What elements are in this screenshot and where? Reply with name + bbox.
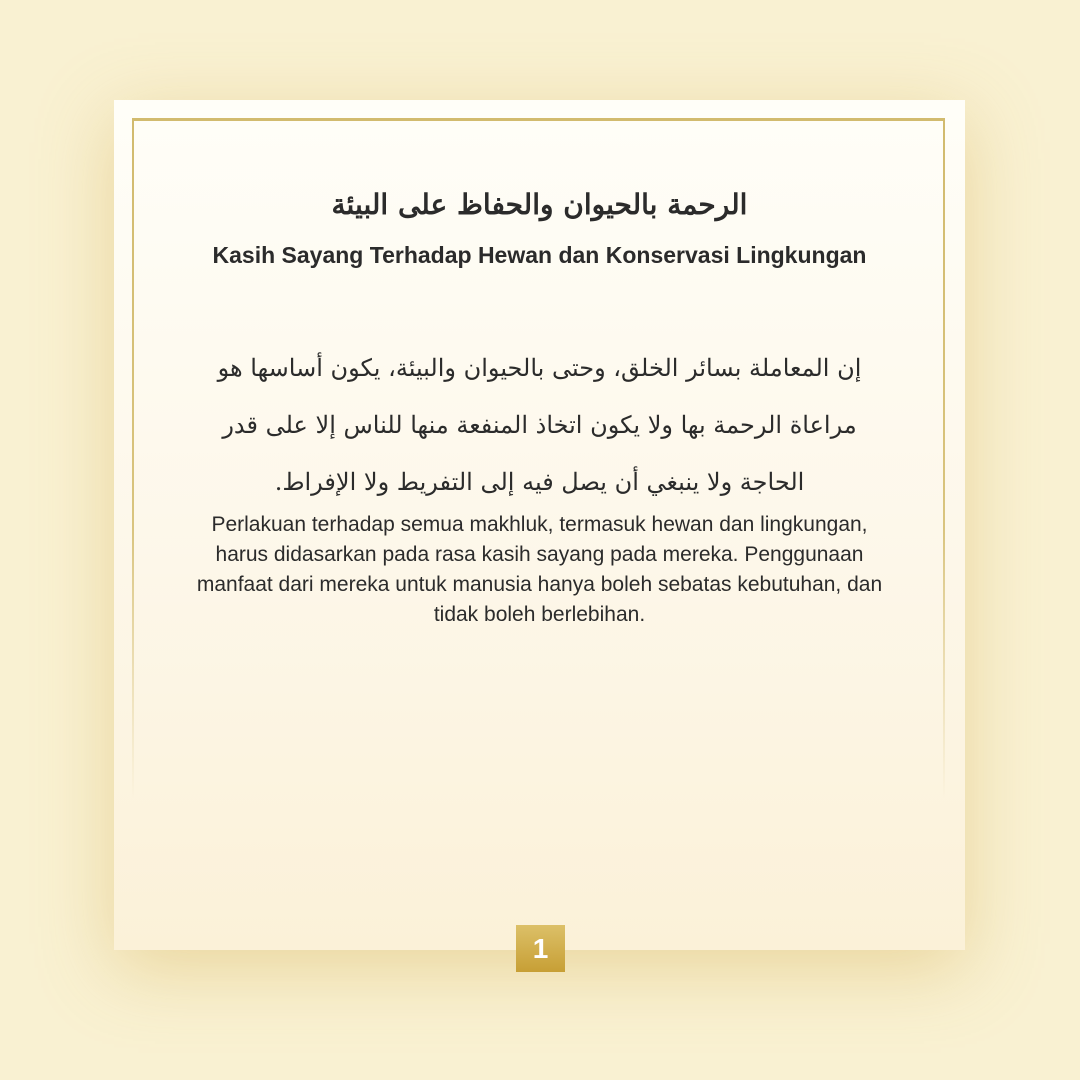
title-indonesian: Kasih Sayang Terhadap Hewan dan Konservasi Lingkungan xyxy=(212,242,867,268)
content-card xyxy=(114,100,965,950)
frame-top-border xyxy=(132,118,945,121)
page-number-badge: 1 xyxy=(516,925,565,972)
body-indonesian: Perlakuan terhadap semua makhluk, termasuk hewan dan lingkungan, harus didasarkan pada rasa kasih sayang pada mereka. Penggunaan manfaat dari mereka untuk manusia hanya boleh sebatas kebutuhan, dan tidak boleh berlebihan. xyxy=(196,513,883,626)
body-arabic: إن المعاملة بسائر الخلق، وحتى بالحيوان والبيئة، يكون أساسها هو مراعاة الرحمة بها ولا يكون اتخاذ المنفعة منها للناس إلا على قدر الحاجة ولا ينبغي أن يصل فيه إلى التفريط ولا الإفراط. xyxy=(217,354,862,496)
title-arabic: الرحمة بالحيوان والحفاظ على البيئة xyxy=(331,188,748,221)
